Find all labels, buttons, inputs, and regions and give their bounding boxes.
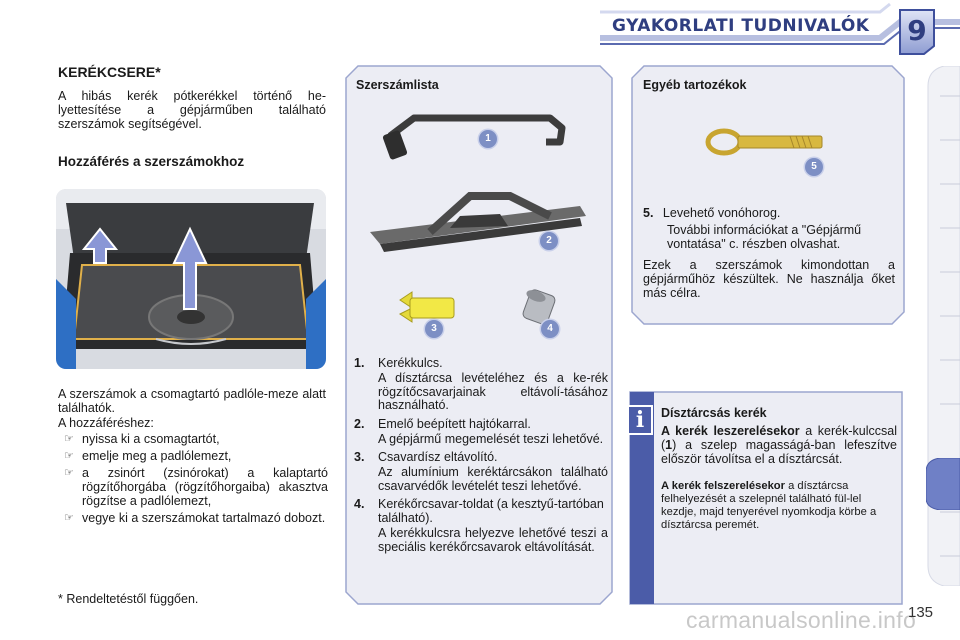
access-lead: A hozzáféréshez: — [58, 416, 154, 430]
pointing-hand-icon: ☞ — [64, 433, 74, 445]
tools-list — [354, 356, 608, 558]
trunk-photo — [56, 189, 326, 369]
wheel-wrench-icon — [382, 118, 562, 160]
other-panel-title: Egyéb tartozékok — [643, 78, 747, 92]
list-item: 4. Kerékőrcsavar-toldat (a kesztyű-tartóban található). — [354, 497, 604, 525]
chapter-number: 9 — [907, 14, 927, 47]
watermark: carmanualsonline.info — [686, 607, 917, 633]
pointing-hand-icon: ☞ — [64, 450, 74, 462]
tools-illustration — [350, 96, 606, 346]
chapter-title: GYAKORLATI TUDNIVALÓK — [612, 16, 870, 36]
info-mount-text: A kerék felszerelésekor a dísztárcsa felhelyezését a szelepnél található fül-lel kezdje, majd tenyerével nyomkodja körbe a dísztárcsa peremét. — [661, 480, 877, 531]
list-item: 2. Emelő beépített hajtókarral. — [354, 416, 531, 431]
footnote: * Rendeltetéstől függően. — [58, 592, 199, 606]
intro-text: A hibás kerék pótkerékkel történő he-lyettesítése a gépjárműben található szerszámok segítségével. — [58, 89, 326, 131]
tools-panel-title: Szerszámlista — [356, 78, 439, 92]
other-item-detail: További információkat a "Gépjármű vontatása" c. részben olvashat. — [667, 223, 862, 251]
list-item: 1. Kerékkulcs. — [354, 356, 443, 370]
other-item: 5. Levehető vonóhorog. — [643, 206, 781, 220]
section-title: KERÉKCSERE* — [58, 64, 161, 80]
info-title: Dísztárcsás kerék — [661, 406, 767, 420]
list-item-detail: A gépjármű megemelését teszi lehetővé. — [378, 431, 604, 446]
info-icon: i — [627, 405, 653, 435]
callout-badge: 4 — [541, 320, 559, 338]
callout-badge: 3 — [425, 320, 443, 338]
list-item: ☞ vegye ki a szerszámokat tartalmazó dobozt. — [64, 511, 326, 525]
other-note: Ezek a szerszámok kimondottan a gépjárműhöz készültek. Ne használja őket más célra. — [643, 258, 895, 300]
list-item-detail: A dísztárcsa levételéhez és a ke-rék rögzítőcsavarjainak eltávolí-tásához használható. — [378, 371, 608, 412]
list-item: ☞ a zsinórt (zsinórokat) a kalaptartó rögzítőhorgába (rögzítőhorgaiba) akasztva rögzítse a padlólemezt, — [64, 466, 328, 508]
towing-eye-icon — [700, 122, 830, 162]
list-item: ☞ emelje meg a padlólemezt, — [64, 449, 232, 463]
bolt-cover-remover-icon — [400, 292, 454, 322]
storage-text: A szerszámok a csomagtartó padlóle-meze alatt találhatók. — [58, 387, 326, 415]
callout-badge: 5 — [805, 158, 823, 176]
list-item-detail: Az alumínium keréktárcsákon található csavarvédők levételét teszi lehetővé. — [378, 465, 608, 493]
list-item-detail: A kerékkulcsra helyezve lehetővé teszi a speciális kerékőrcsavarok eltávolítását. — [378, 526, 608, 554]
pointing-hand-icon: ☞ — [64, 467, 74, 479]
callout-badge: 1 — [479, 130, 497, 148]
list-item: 3. Csavardísz eltávolító. — [354, 450, 498, 464]
callout-badge: 2 — [540, 232, 558, 250]
list-item: ☞ nyissa ki a csomagtartót, — [64, 432, 220, 446]
access-steps-list — [58, 432, 328, 528]
info-removal-text: A kerék leszerelésekor a kerék-kulccsal (1) a szelep magasságá-ban lefeszítve először távolítsa el a dísztárcsát. — [661, 424, 897, 466]
access-title: Hozzáférés a szerszámokhoz — [58, 154, 245, 169]
pointing-hand-icon: ☞ — [64, 512, 74, 524]
page-number: 135 — [908, 604, 934, 621]
